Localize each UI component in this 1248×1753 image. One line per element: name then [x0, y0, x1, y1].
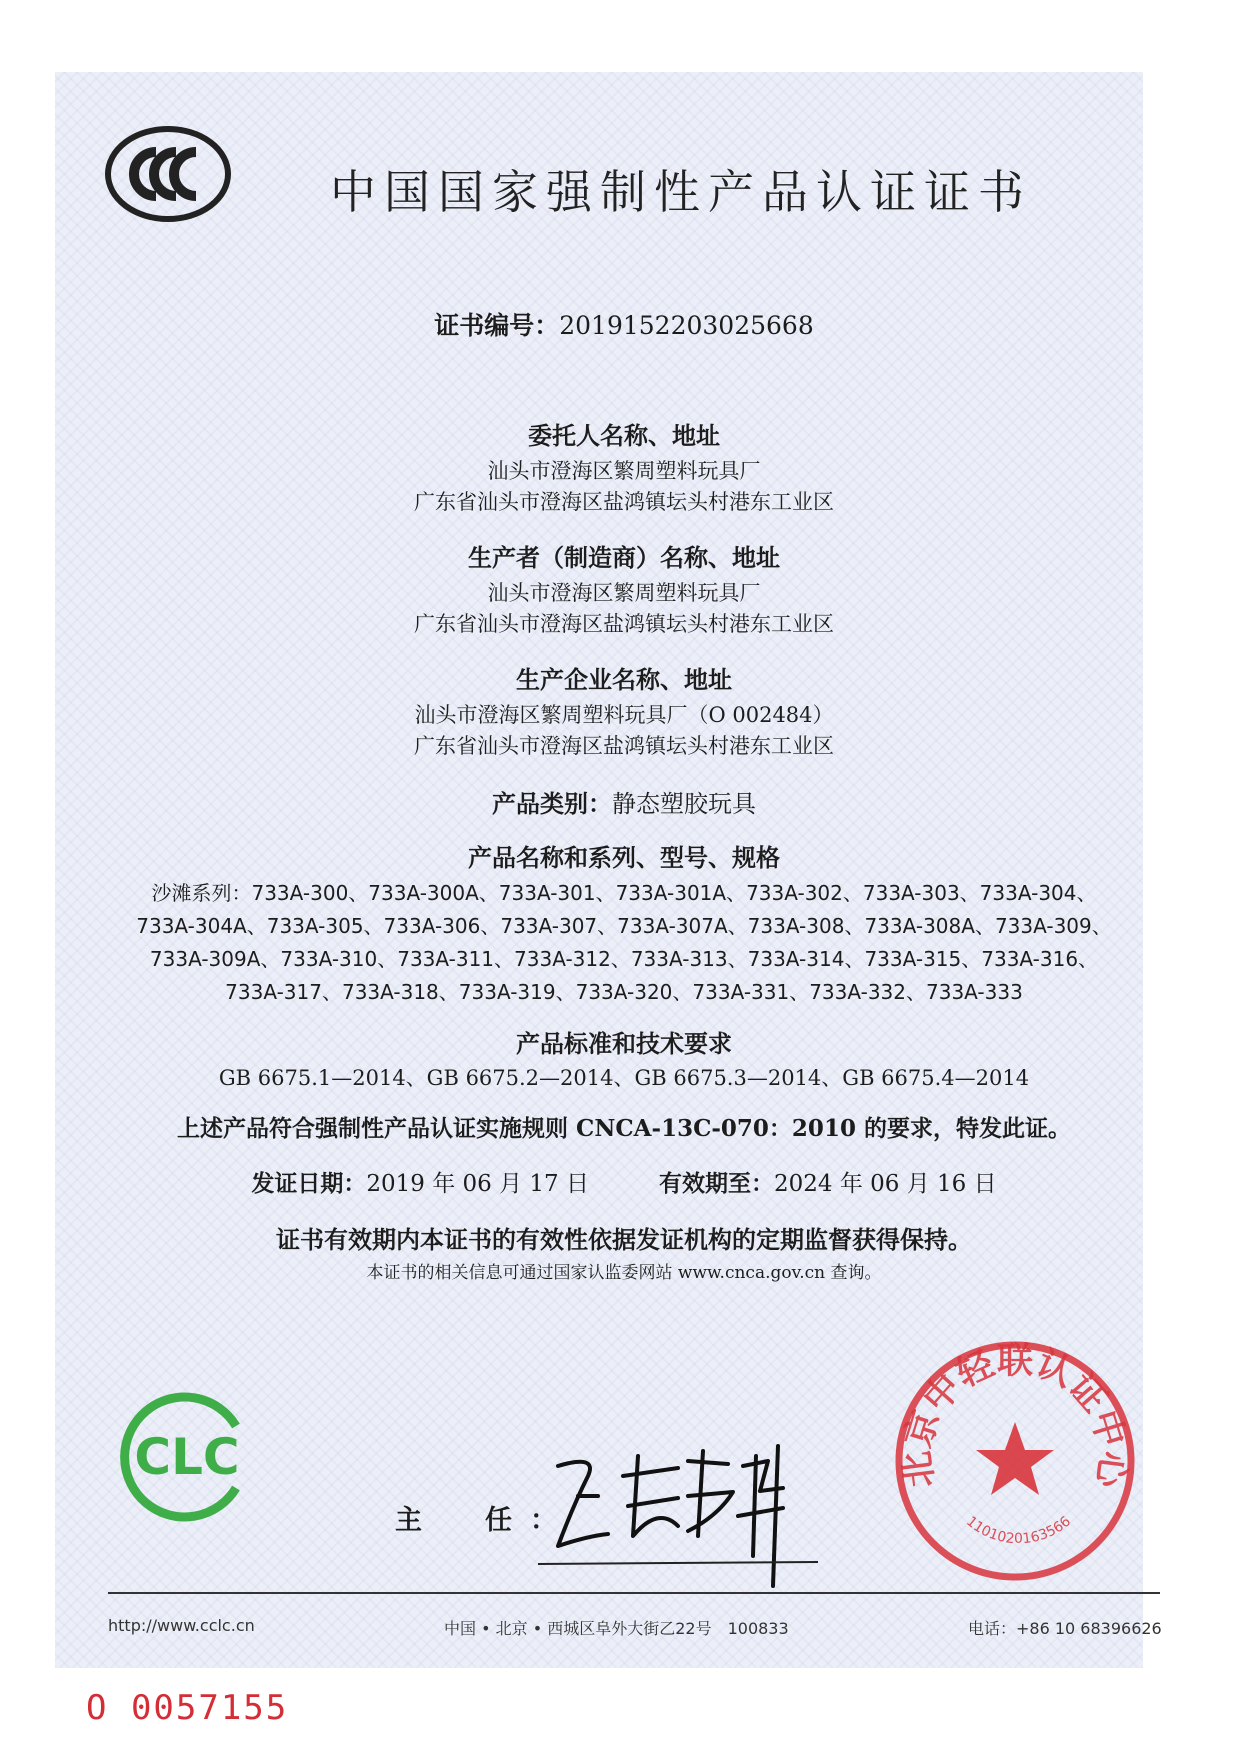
product-category — [0, 784, 1248, 819]
serial-number: O 0057155 — [86, 1688, 289, 1728]
dates-row — [0, 1165, 1248, 1198]
standards-heading: 产品标准和技术要求 — [516, 1029, 732, 1058]
client-heading: 委托人名称、地址 — [528, 421, 720, 450]
website-note: 本证书的相关信息可通过国家认监委网站 www.cnca.gov.cn 查询。 — [366, 1263, 882, 1283]
issuer-seal — [890, 1336, 1140, 1586]
certificate-number — [0, 306, 1248, 342]
product-models-line: 733A-309A、733A-310、733A-311、733A-312、733A-313、733A-314、733A-315、733A-316、 — [149, 947, 1099, 971]
conformity-statement: 上述产品符合强制性产品认证实施规则 CNCA-13C-070：2010 的要求，特发此证。 — [177, 1115, 1071, 1142]
product-category-label: 产品类别： — [492, 789, 612, 818]
client-name: 汕头市澄海区繁周塑料玩具厂 — [487, 459, 761, 483]
clc-logo-icon — [118, 1388, 256, 1526]
certificate-number-label: 证书编号： — [434, 311, 560, 340]
validity-statement: 证书有效期内本证书的有效性依据发证机构的定期监督获得保持。 — [276, 1225, 972, 1254]
product-models-line: 733A-304A、733A-305、733A-306、733A-307、733A-307A、733A-308、733A-308A、733A-309、 — [136, 914, 1112, 938]
product-models-line: 沙滩系列：733A-300、733A-300A、733A-301、733A-301A、733A-302、733A-303、733A-304、 — [151, 881, 1097, 905]
ccc-logo-icon — [104, 124, 232, 224]
footer-phone: 电话：+86 10 68396626 — [968, 1619, 1162, 1638]
seal-star-icon — [976, 1422, 1054, 1495]
expiry-date-label: 有效期至： — [659, 1170, 774, 1197]
page-title: 中国国家强制性产品认证证书 — [330, 165, 1032, 219]
product-models-line: 733A-317、733A-318、733A-319、733A-320、733A-331、733A-332、733A-333 — [225, 980, 1023, 1004]
footer-address: 中国 • 北京 • 西城区阜外大街乙22号 100833 — [444, 1619, 789, 1638]
standards-value: GB 6675.1—2014、GB 6675.2—2014、GB 6675.3—2014、GB 6675.4—2014 — [218, 1066, 1030, 1090]
footer-divider — [108, 1592, 1160, 1594]
factory-name: 汕头市澄海区繁周塑料玩具厂（O 002484） — [414, 703, 834, 727]
manufacturer-heading: 生产者（制造商）名称、地址 — [468, 543, 780, 572]
client-address: 广东省汕头市澄海区盐鸿镇坛头村港东工业区 — [414, 490, 834, 514]
manufacturer-name: 汕头市澄海区繁周塑料玩具厂 — [487, 581, 761, 605]
factory-heading: 生产企业名称、地址 — [516, 665, 732, 694]
seal-code: 1101020163566 — [963, 1513, 1074, 1548]
footer-website: http://www.cclc.cn — [108, 1616, 255, 1635]
product-models-heading: 产品名称和系列、型号、规格 — [468, 843, 780, 872]
signature-image — [528, 1436, 828, 1606]
factory-address: 广东省汕头市澄海区盐鸿镇坛头村港东工业区 — [414, 734, 834, 758]
product-category-value: 静态塑胶玩具 — [612, 790, 756, 818]
certificate-number-value: 2019152203025668 — [559, 311, 814, 340]
seal-name: 北京中轻联认证中心 — [896, 1340, 1134, 1490]
expiry-date-value: 2024 年 06 月 16 日 — [774, 1171, 997, 1197]
issue-date-value: 2019 年 06 月 17 日 — [366, 1171, 589, 1197]
clc-logo-text: CLC — [134, 1428, 240, 1486]
issue-date-label: 发证日期： — [251, 1170, 367, 1197]
director-label: 主 任： — [395, 1505, 575, 1536]
manufacturer-address: 广东省汕头市澄海区盐鸿镇坛头村港东工业区 — [414, 612, 834, 636]
svg-text:1101020163566 — [963, 1513, 1074, 1547]
